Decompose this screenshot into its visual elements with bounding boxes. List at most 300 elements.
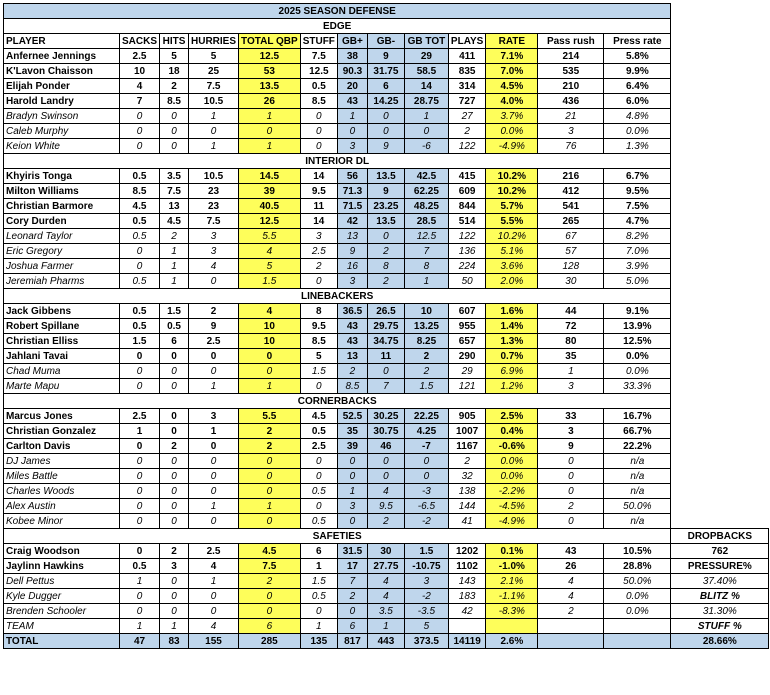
side-stat-value: 31.30%: [671, 604, 769, 619]
player-name: Bradyn Swinson: [4, 109, 120, 124]
empty-cell: [671, 79, 769, 94]
stat-cell: 6.0%: [604, 94, 671, 109]
stat-cell: 31.5: [337, 544, 367, 559]
stat-cell: 23: [189, 199, 239, 214]
stat-cell: 0: [538, 454, 604, 469]
stat-cell: 4: [239, 304, 301, 319]
stat-cell: 9.5%: [604, 184, 671, 199]
player-name: Jaylinn Hawkins: [4, 559, 120, 574]
stat-cell: -10.75: [404, 559, 448, 574]
stat-cell: 10.5%: [604, 544, 671, 559]
stat-cell: 0.0%: [486, 454, 538, 469]
title-row: [4, 4, 769, 19]
stat-cell: 16.7%: [604, 409, 671, 424]
stat-cell: 412: [538, 184, 604, 199]
player-row: [4, 574, 769, 589]
stat-cell: 0: [160, 454, 189, 469]
side-stat-label: STUFF %: [671, 619, 769, 634]
stat-cell: 50.0%: [604, 574, 671, 589]
empty-cell: [671, 409, 769, 424]
stat-cell: 4.25: [404, 424, 448, 439]
section-title: SAFETIES: [4, 529, 671, 544]
stat-cell: 2: [160, 79, 189, 94]
stat-cell: -1.1%: [486, 589, 538, 604]
stat-cell: 14: [300, 169, 337, 184]
stat-cell: 8.25: [404, 334, 448, 349]
player-name: K'Lavon Chaisson: [4, 64, 120, 79]
stat-cell: 8: [404, 259, 448, 274]
stat-cell: 1: [337, 484, 367, 499]
empty-cell: [671, 244, 769, 259]
stat-cell: 0.5: [300, 79, 337, 94]
stat-cell: 0: [337, 514, 367, 529]
stat-cell: 1: [160, 259, 189, 274]
stat-cell: 26: [239, 94, 301, 109]
stat-cell: 25: [189, 64, 239, 79]
player-row: [4, 139, 769, 154]
column-header: HURRIES: [189, 34, 239, 49]
column-header: Pass rush: [538, 34, 604, 49]
stat-cell: 10: [120, 64, 160, 79]
stat-cell: 1: [404, 274, 448, 289]
stat-cell: 12.5: [239, 214, 301, 229]
player-row: [4, 64, 769, 79]
stat-cell: 0: [300, 139, 337, 154]
stat-cell: 0: [538, 469, 604, 484]
stat-cell: 10: [404, 304, 448, 319]
stat-cell: 28.5: [404, 214, 448, 229]
player-name: Cory Durden: [4, 214, 120, 229]
stat-cell: 30.25: [367, 409, 404, 424]
stat-cell: 13.5: [239, 79, 301, 94]
stat-cell: 41: [448, 514, 485, 529]
stat-cell: 2.5%: [486, 409, 538, 424]
stat-cell: 0: [120, 109, 160, 124]
stat-cell: 1: [160, 244, 189, 259]
player-row: [4, 169, 769, 184]
stat-cell: 4: [189, 619, 239, 634]
stat-cell: 13: [337, 229, 367, 244]
stat-cell: 1: [538, 364, 604, 379]
player-row: [4, 409, 769, 424]
stat-cell: 7.1%: [486, 49, 538, 64]
stat-cell: 4: [538, 574, 604, 589]
stat-cell: 4: [189, 259, 239, 274]
stat-cell: 4: [367, 484, 404, 499]
stat-cell: 56: [337, 169, 367, 184]
stat-cell: 2.5: [300, 244, 337, 259]
stat-cell: 144: [448, 499, 485, 514]
stat-cell: 9: [189, 319, 239, 334]
stat-cell: 1.3%: [486, 334, 538, 349]
stat-cell: 1: [189, 109, 239, 124]
stat-cell: 2: [160, 544, 189, 559]
stat-cell: 6: [300, 544, 337, 559]
stat-cell: 10: [239, 334, 301, 349]
stat-cell: 7.5: [189, 79, 239, 94]
player-name: Dell Pettus: [4, 574, 120, 589]
stat-cell: 43: [538, 544, 604, 559]
stat-cell: 0.1%: [486, 544, 538, 559]
stat-cell: 0: [189, 274, 239, 289]
stat-cell: 0: [404, 454, 448, 469]
stat-cell: 32: [448, 469, 485, 484]
player-name: Kyle Dugger: [4, 589, 120, 604]
player-row: [4, 214, 769, 229]
empty-cell: [671, 334, 769, 349]
player-row: [4, 484, 769, 499]
stat-cell: 13: [337, 349, 367, 364]
stat-cell: 0: [300, 469, 337, 484]
stat-cell: 1.5: [160, 304, 189, 319]
section-title: CORNERBACKS: [4, 394, 671, 409]
player-name: Jahlani Tavai: [4, 349, 120, 364]
section-title: EDGE: [4, 19, 671, 34]
empty-cell: [671, 229, 769, 244]
stat-cell: 36.5: [337, 304, 367, 319]
empty-cell: [671, 154, 769, 169]
empty-cell: [671, 139, 769, 154]
stat-cell: 33: [538, 409, 604, 424]
stat-cell: 2: [367, 244, 404, 259]
stat-cell: 27: [448, 109, 485, 124]
stat-cell: 0: [160, 109, 189, 124]
stat-cell: 1.4%: [486, 319, 538, 334]
stat-cell: 7: [120, 94, 160, 109]
stat-cell: 2.5: [300, 439, 337, 454]
stat-cell: 9: [367, 139, 404, 154]
player-row: [4, 499, 769, 514]
stat-cell: 3.6%: [486, 259, 538, 274]
stat-cell: -3: [404, 484, 448, 499]
stat-cell: 0: [160, 514, 189, 529]
total-cell: 135: [300, 634, 337, 649]
stat-cell: 5.7%: [486, 199, 538, 214]
stat-cell: 11: [367, 349, 404, 364]
stat-cell: 0: [189, 349, 239, 364]
player-row: [4, 124, 769, 139]
stat-cell: 1.5: [300, 574, 337, 589]
player-name: Joshua Farmer: [4, 259, 120, 274]
stat-cell: 5.5%: [486, 214, 538, 229]
stat-cell: 1: [189, 574, 239, 589]
stat-cell: 3: [404, 574, 448, 589]
stat-cell: 0: [120, 439, 160, 454]
player-name: TEAM: [4, 619, 120, 634]
stat-cell: 2.5: [189, 544, 239, 559]
empty-cell: [671, 19, 769, 34]
stat-cell: -1.0%: [486, 559, 538, 574]
stat-cell: 4: [538, 589, 604, 604]
empty-cell: [671, 484, 769, 499]
stat-cell: 28.75: [404, 94, 448, 109]
stat-cell: 10.2%: [486, 184, 538, 199]
stat-cell: 0: [189, 589, 239, 604]
stat-cell: 3: [337, 274, 367, 289]
stat-cell: 9.5: [300, 319, 337, 334]
stat-cell: 9: [337, 244, 367, 259]
stat-cell: 214: [538, 49, 604, 64]
empty-cell: [671, 4, 769, 19]
stat-cell: 13: [160, 199, 189, 214]
stat-cell: 122: [448, 139, 485, 154]
column-header: SACKS: [120, 34, 160, 49]
player-name: Craig Woodson: [4, 544, 120, 559]
stat-cell: 0.0%: [604, 349, 671, 364]
player-name: Christian Barmore: [4, 199, 120, 214]
stat-cell: 29: [404, 49, 448, 64]
stat-cell: 1: [337, 109, 367, 124]
stat-cell: -4.9%: [486, 139, 538, 154]
stat-cell: 290: [448, 349, 485, 364]
stat-cell: 2: [160, 439, 189, 454]
stat-cell: 0.5: [300, 424, 337, 439]
stat-cell: 1: [239, 379, 301, 394]
stat-cell: 12.5%: [604, 334, 671, 349]
stat-cell: 5: [300, 349, 337, 364]
stat-cell: 5.5: [239, 229, 301, 244]
empty-cell: [671, 499, 769, 514]
stat-cell: 35: [337, 424, 367, 439]
stat-cell: 0: [120, 124, 160, 139]
stat-cell: 143: [448, 574, 485, 589]
stat-cell: 3: [300, 229, 337, 244]
empty-cell: [671, 214, 769, 229]
stat-cell: 0: [160, 139, 189, 154]
stat-cell: 7.0%: [604, 244, 671, 259]
stat-cell: 0.5: [120, 274, 160, 289]
stat-cell: 0.5: [160, 319, 189, 334]
stat-cell: 0: [239, 604, 301, 619]
stat-cell: 210: [538, 79, 604, 94]
stat-cell: 1.6%: [486, 304, 538, 319]
player-name: Marte Mapu: [4, 379, 120, 394]
stat-cell: 1: [300, 559, 337, 574]
player-name: Milton Williams: [4, 184, 120, 199]
stat-cell: 2: [337, 589, 367, 604]
side-stat-label: BLITZ %: [671, 589, 769, 604]
stat-cell: 0: [239, 364, 301, 379]
stat-cell: 122: [448, 229, 485, 244]
stat-cell: 0: [300, 604, 337, 619]
stat-cell: 12.5: [239, 49, 301, 64]
player-row: [4, 349, 769, 364]
player-name: Christian Elliss: [4, 334, 120, 349]
stat-cell: 1: [120, 424, 160, 439]
stat-cell: 0: [239, 589, 301, 604]
stat-cell: 52.5: [337, 409, 367, 424]
stat-cell: 1.5: [404, 544, 448, 559]
player-row: [4, 259, 769, 274]
stat-cell: [448, 619, 485, 634]
column-header: PLAYS: [448, 34, 485, 49]
stat-cell: 0: [120, 454, 160, 469]
player-name: Jack Gibbens: [4, 304, 120, 319]
stat-cell: [604, 619, 671, 634]
stat-cell: 0: [160, 484, 189, 499]
column-header: HITS: [160, 34, 189, 49]
stat-cell: 71.5: [337, 199, 367, 214]
stat-cell: 844: [448, 199, 485, 214]
stat-cell: 1: [300, 619, 337, 634]
stat-cell: 10.5: [189, 169, 239, 184]
empty-cell: [671, 304, 769, 319]
player-name: Chad Muma: [4, 364, 120, 379]
stat-cell: 18: [160, 64, 189, 79]
stat-cell: 17: [337, 559, 367, 574]
empty-cell: [671, 289, 769, 304]
player-name: Elijah Ponder: [4, 79, 120, 94]
stat-cell: 0.7%: [486, 349, 538, 364]
stat-cell: 33.3%: [604, 379, 671, 394]
stat-cell: 48.25: [404, 199, 448, 214]
column-header: STUFF: [300, 34, 337, 49]
column-header: RATE: [486, 34, 538, 49]
section-header-row: [4, 529, 769, 544]
empty-cell: [671, 34, 769, 49]
player-row: [4, 439, 769, 454]
stat-cell: 11: [300, 199, 337, 214]
stat-cell: 0: [239, 514, 301, 529]
stat-cell: 1007: [448, 424, 485, 439]
stat-cell: 535: [538, 64, 604, 79]
stat-cell: 0: [189, 469, 239, 484]
stat-cell: 0: [120, 364, 160, 379]
stat-cell: 29: [448, 364, 485, 379]
total-cell: 2.6%: [486, 634, 538, 649]
stat-cell: 2: [300, 259, 337, 274]
stat-cell: [538, 619, 604, 634]
stat-cell: 53: [239, 64, 301, 79]
player-row: [4, 619, 769, 634]
player-row: [4, 454, 769, 469]
stat-cell: 0: [160, 124, 189, 139]
stat-cell: 4: [367, 574, 404, 589]
side-stat-value: 762: [671, 544, 769, 559]
stat-cell: 0.5: [300, 484, 337, 499]
stat-cell: 0: [337, 469, 367, 484]
empty-cell: [671, 424, 769, 439]
stat-cell: 0.5: [300, 589, 337, 604]
column-header: TOTAL QBP: [239, 34, 301, 49]
stat-cell: 1: [239, 139, 301, 154]
stat-cell: 4.5: [120, 199, 160, 214]
stat-cell: 0: [239, 484, 301, 499]
stat-cell: 4.5: [160, 214, 189, 229]
stat-cell: 58.5: [404, 64, 448, 79]
stat-cell: 727: [448, 94, 485, 109]
stat-cell: 9: [367, 184, 404, 199]
stat-cell: 42.5: [404, 169, 448, 184]
empty-cell: [671, 49, 769, 64]
empty-cell: [671, 94, 769, 109]
stat-cell: 26.5: [367, 304, 404, 319]
stat-cell: 9: [367, 49, 404, 64]
stat-cell: 12.5: [404, 229, 448, 244]
stat-cell: 8.5: [120, 184, 160, 199]
column-header: GB TOT: [404, 34, 448, 49]
stat-cell: 0: [367, 124, 404, 139]
stat-cell: -0.6%: [486, 439, 538, 454]
stat-cell: 7.0%: [486, 64, 538, 79]
stat-cell: 0: [367, 469, 404, 484]
player-name: Brenden Schooler: [4, 604, 120, 619]
stat-cell: 411: [448, 49, 485, 64]
stat-cell: 1167: [448, 439, 485, 454]
player-name: Jeremiah Pharms: [4, 274, 120, 289]
stat-cell: 2: [538, 604, 604, 619]
empty-cell: [671, 184, 769, 199]
empty-cell: [671, 274, 769, 289]
stat-cell: 3: [538, 424, 604, 439]
stat-cell: 7.5: [189, 214, 239, 229]
stat-cell: 9.5: [367, 499, 404, 514]
stat-cell: 2: [448, 454, 485, 469]
stat-cell: 5.0%: [604, 274, 671, 289]
stat-cell: 57: [538, 244, 604, 259]
side-stat-label: PRESSURE%: [671, 559, 769, 574]
stat-cell: 0: [189, 514, 239, 529]
stat-cell: 0: [337, 454, 367, 469]
empty-cell: [671, 64, 769, 79]
stat-cell: n/a: [604, 469, 671, 484]
player-row: [4, 604, 769, 619]
stat-cell: 10.2%: [486, 229, 538, 244]
stat-cell: 2.5: [120, 409, 160, 424]
player-name: Robert Spillane: [4, 319, 120, 334]
section-title: INTERIOR DL: [4, 154, 671, 169]
player-name: Leonard Taylor: [4, 229, 120, 244]
stat-cell: 3.5: [160, 169, 189, 184]
stat-cell: 0: [120, 349, 160, 364]
stat-cell: 1.5: [300, 364, 337, 379]
player-name: Marcus Jones: [4, 409, 120, 424]
player-name: Anfernee Jennings: [4, 49, 120, 64]
empty-cell: [671, 169, 769, 184]
stat-cell: 265: [538, 214, 604, 229]
stat-cell: 2: [367, 274, 404, 289]
stat-cell: 0: [300, 379, 337, 394]
stat-cell: 3: [337, 499, 367, 514]
stat-cell: 90.3: [337, 64, 367, 79]
stat-cell: 62.25: [404, 184, 448, 199]
stat-cell: 9.5: [300, 184, 337, 199]
stat-cell: 2: [448, 124, 485, 139]
stat-cell: 30: [538, 274, 604, 289]
stat-cell: 0: [160, 364, 189, 379]
player-row: [4, 79, 769, 94]
player-row: [4, 559, 769, 574]
stat-cell: 14: [300, 214, 337, 229]
side-stat-value: 28.66%: [671, 634, 769, 649]
stat-cell: 7: [404, 244, 448, 259]
stat-cell: 5: [239, 259, 301, 274]
stat-cell: 4: [189, 559, 239, 574]
stat-cell: -4.9%: [486, 514, 538, 529]
player-row: [4, 244, 769, 259]
stat-cell: 29.75: [367, 319, 404, 334]
stat-cell: 9.1%: [604, 304, 671, 319]
total-cell: 817: [337, 634, 367, 649]
stat-cell: 3: [538, 379, 604, 394]
total-cell: [538, 634, 604, 649]
stat-cell: 0: [367, 229, 404, 244]
stat-cell: 7.5: [160, 184, 189, 199]
stat-cell: 1.5: [404, 379, 448, 394]
player-name: Kobee Minor: [4, 514, 120, 529]
stat-cell: 0: [300, 109, 337, 124]
stat-cell: 4.5: [239, 544, 301, 559]
